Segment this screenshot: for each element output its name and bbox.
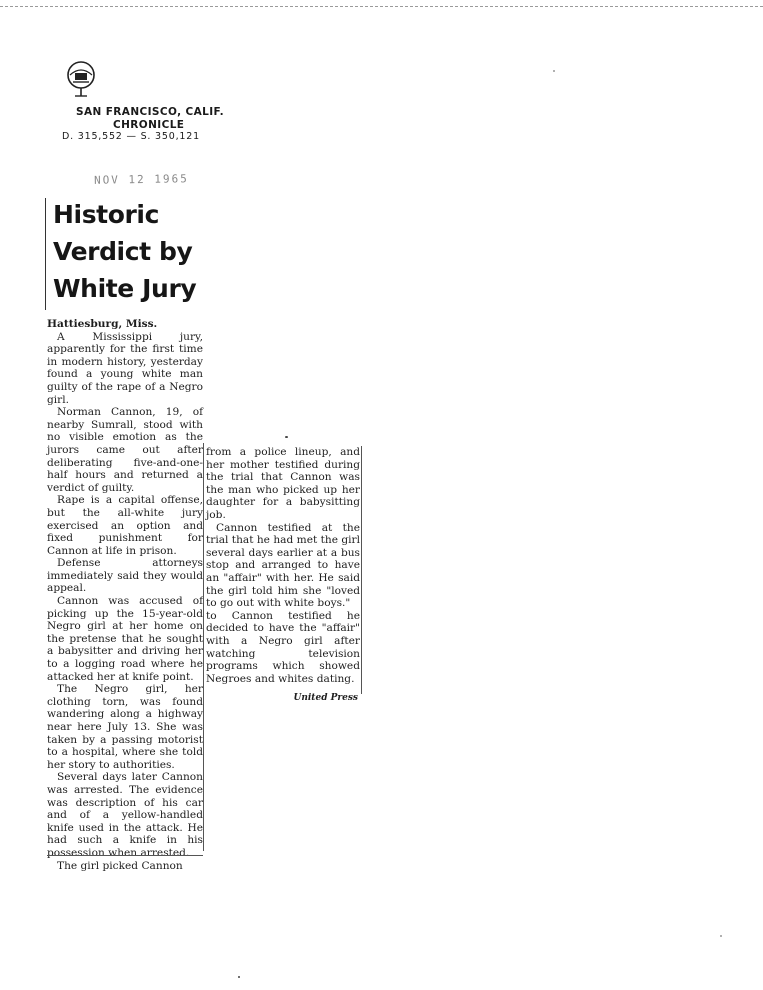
scan-speck: [553, 70, 555, 72]
paragraph: Defense attorneys immediately said they would appeal.: [47, 557, 203, 595]
masthead-circulation: D. 315,552 — S. 350,121: [62, 131, 200, 142]
article-column-2: [206, 446, 360, 705]
dateline: Hattiesburg, Miss.: [47, 318, 158, 330]
paragraph: to Cannon testified he decided to have the "affair" with a Negro girl after watching television programs which showed Negroes and whites dating.: [206, 609, 360, 685]
scan-speck: [720, 935, 722, 937]
scan-speck: [285, 436, 288, 438]
column-right-rule: [361, 446, 362, 694]
paragraph: from a police lineup, and her mother testified during the trial that Cannon was the man who picked up her daughter for a babysitting job.: [206, 446, 360, 521]
paragraph: A Mississippi jury, apparently for the first time in modern history, yesterday found a young white man guilty of the rape of a Negro girl.: [47, 330, 203, 406]
paragraph: The girl picked Cannon: [57, 859, 183, 872]
scan-top-border: [0, 6, 763, 7]
masthead-paper: CHRONICLE: [113, 118, 185, 131]
column-divider: [203, 443, 204, 851]
date-stamp: NOV 12 1965: [93, 172, 189, 187]
paragraph: Norman Cannon, 19, of nearby Sumrall, stood with no visible emotion as the jurors came out after deliberating five-and-one-half hours and returned a verdict of guilty.: [47, 406, 203, 494]
newspaper-seal-icon: [64, 60, 98, 98]
scan-speck: [238, 976, 240, 978]
masthead: [62, 106, 237, 144]
headline-rule: [45, 198, 46, 310]
paragraph: Several days later Cannon was arrested. The evidence was description of his car and of a yellow-handled knife used in the attack. He had such a knife in his possession when arrested.: [47, 771, 203, 859]
paragraph: Rape is a capital offense, but the all-white jury exercised an option and fixed punishment for Cannon at life in prison.: [47, 494, 203, 557]
headline: Historic Verdict by White Jury: [53, 200, 197, 303]
article-column-1: [47, 318, 203, 872]
wire-credit: United Press: [293, 693, 358, 704]
paragraph: Cannon was accused of picking up the 15-year-old Negro girl at her home on the pretense that he sought a babysitter and driving her to a logging road where he attacked her at knife point.: [47, 595, 203, 683]
paragraph: Cannon testified at the trial that he had met the girl several days earlier at a bus stop and arranged to have an "affair" with her. He said the girl told him she "loved to go out with white boys.": [206, 521, 360, 610]
column-bottom-rule: [47, 855, 203, 856]
paragraph: The Negro girl, her clothing torn, was found wandering along a highway near here July 13. She was taken by a passing motorist to a hospital, where she told her story to authorities.: [47, 683, 203, 771]
masthead-city: SAN FRANCISCO, CALIF.: [76, 106, 224, 118]
